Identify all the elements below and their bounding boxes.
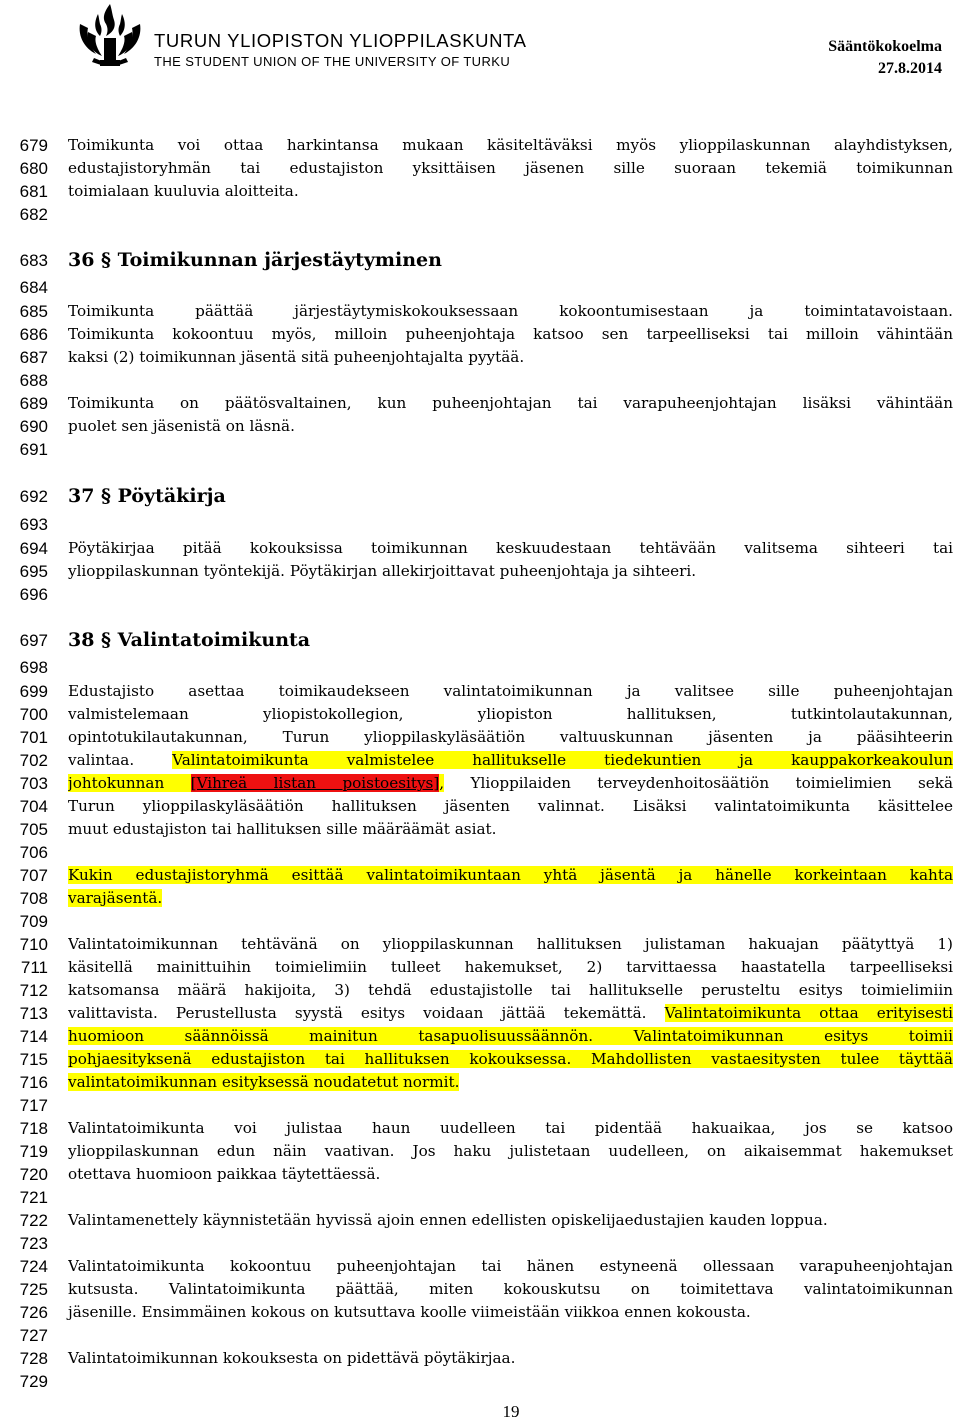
line-number: 723 [19, 1234, 48, 1253]
text-line [68, 1071, 953, 1094]
text-line: Valintatoimikunnan kokouksesta on pidettävä pöytäkirjaa. [68, 1349, 516, 1367]
line-number: 694 [19, 539, 48, 558]
text-line [68, 1025, 953, 1048]
line-number: 702 [19, 751, 48, 770]
line-number: 690 [19, 417, 48, 436]
line-number: 719 [19, 1142, 48, 1161]
text-line: Edustajisto asettaa toimikaudekseen valintatoimikunnan ja valitsee sille puheenjohtajan [68, 682, 953, 700]
text-line: otettava huomioon paikkaa täytettäessä. [68, 1165, 381, 1183]
line-number: 717 [19, 1096, 48, 1115]
line-number: 686 [19, 325, 48, 344]
document-title: Sääntökokoelma [828, 38, 942, 55]
line-number: 703 [19, 774, 48, 793]
line-number: 711 [20, 958, 48, 977]
highlighted-text: Valintatoimikunta valmistelee hallitukselle tiedekuntien ja kauppakorkeakoulun [172, 751, 953, 769]
torch-crown-emblem-icon [74, 2, 146, 70]
line-number: 709 [19, 912, 48, 931]
text-line: toimialaan kuuluvia aloitteita. [68, 182, 299, 200]
line-number: 724 [19, 1257, 48, 1276]
line-number: 695 [19, 562, 48, 581]
text-line: valmistelemaan yliopistokollegion, yliopiston hallituksen, tutkintolautakunnan, [68, 705, 953, 723]
line-number: 705 [19, 820, 48, 839]
text-line: ylioppilaskunnan edun näin vaativan. Jos haku julistetaan uudelleen, on aikaisemmat hakemukset [68, 1142, 953, 1160]
text-line [68, 1048, 953, 1071]
line-number: 693 [19, 515, 48, 534]
line-number: 691 [19, 440, 48, 459]
text-line: ylioppilaskunnan työntekijä. Pöytäkirjan allekirjoittavat puheenjohtaja ja sihteeri. [68, 562, 697, 580]
text-line [68, 887, 953, 910]
line-number: 679 [19, 136, 48, 155]
line-number: 722 [19, 1211, 48, 1230]
line-number: 729 [19, 1372, 48, 1391]
text-line: Toimikunta voi ottaa harkintansa mukaan käsiteltäväksi myös ylioppilaskunnan alayhdistyksen, [68, 136, 953, 154]
document-meta [828, 36, 942, 80]
text-line: Toimikunta kokoontuu myös, milloin puheenjohtaja katsoo sen tarpeelliseksi tai milloin vähintään [68, 325, 953, 343]
highlighted-text: Kukin edustajistoryhmä esittää valintatoimikuntaan yhtä jäsentä ja hänelle korkeintaan kahta [68, 866, 953, 884]
line-number: 680 [19, 159, 48, 178]
line-number: 681 [19, 182, 48, 201]
page-header [0, 0, 960, 82]
text-line [68, 772, 953, 795]
text-line [68, 1002, 953, 1025]
org-name-fi: TURUN YLIOPISTON YLIOPPILASKUNTA [154, 30, 527, 51]
text-line: Pöytäkirjaa pitää kokouksissa toimikunnan keskuudestaan tehtävään valitsema sihteeri tai [68, 539, 953, 557]
line-number: 727 [19, 1326, 48, 1345]
line-number: 685 [19, 302, 48, 321]
text-line: kutsusta. Valintatoimikunta päättää, miten kokouskutsu on toimitettava valintatoimikunnan [68, 1280, 953, 1298]
section-heading-37: 37 § Pöytäkirja [68, 485, 226, 507]
line-number: 706 [19, 843, 48, 862]
line-number: 720 [19, 1165, 48, 1184]
text-line: edustajistoryhmän tai edustajiston yksittäisen jäsenen sille suoraan tekemiä toimikunnan [68, 159, 953, 177]
line-number: 718 [19, 1119, 48, 1138]
line-number: 713 [19, 1004, 48, 1023]
highlighted-text: , [439, 774, 445, 792]
line-number: 715 [19, 1050, 48, 1069]
text-line: Valintatoimikunnan tehtävänä on ylioppilaskunnan hallituksen julistaman hakuajan päätyttyä 1) [68, 935, 953, 953]
org-name-en: THE STUDENT UNION OF THE UNIVERSITY OF TURKU [154, 53, 511, 69]
line-number: 712 [19, 981, 48, 1000]
plain-text: Ylioppilaiden terveydenhoitosäätiön toimielimien sekä [444, 774, 953, 792]
text-line [68, 864, 953, 887]
text-line: jäsenille. Ensimmäinen kokous on kutsuttava koolle viimeistään viikkoa ennen kokousta. [68, 1303, 751, 1321]
line-number: 698 [19, 658, 48, 677]
text-line [68, 749, 953, 772]
highlighted-text: varajäsentä. [68, 889, 163, 907]
text-line: Turun ylioppilaskyläsäätiön hallituksen jäsenten valinnat. Lisäksi valintatoimikunta käsittelee [68, 797, 953, 815]
line-number: 728 [19, 1349, 48, 1368]
line-number: 692 [19, 487, 48, 506]
line-number: 708 [19, 889, 48, 908]
line-number: 721 [19, 1188, 48, 1207]
text-line: Valintamenettely käynnistetään hyvissä ajoin ennen edellisten opiskelijaedustajien kauden loppua. [68, 1211, 828, 1229]
highlighted-text: valintatoimikunnan esityksessä noudatetut normit. [68, 1073, 460, 1091]
highlighted-text: Valintatoimikunta ottaa erityisesti [664, 1004, 953, 1022]
red-highlighted-text: [Vihreä listan poistoesitys] [190, 774, 440, 792]
plain-text: valittavista. Perustellusta syystä esitys voidaan jättää tekemättä. [68, 1004, 665, 1022]
text-line: Toimikunta on päätösvaltainen, kun puheenjohtajan tai varapuheenjohtajan lisäksi vähintään [68, 394, 953, 412]
text-line: muut edustajiston tai hallituksen sille määräämät asiat. [68, 820, 497, 838]
text-line: puolet sen jäsenistä on läsnä. [68, 417, 295, 435]
line-number: 683 [19, 251, 48, 270]
text-line: Toimikunta päättää järjestäytymiskokouksessaan kokoontumisestaan ja toimintatavoistaan. [68, 302, 953, 320]
highlighted-text: pohjaesityksenä edustajiston tai hallituksen kokouksessa. Mahdollisten vastaesitysten tulee täyttää [68, 1050, 953, 1068]
line-number: 710 [19, 935, 48, 954]
line-number: 688 [19, 371, 48, 390]
highlighted-text: huomioon säännöissä mainitun tasapuolisuussäännön. Valintatoimikunnan esitys toimii [68, 1027, 953, 1045]
line-number: 716 [19, 1073, 48, 1092]
line-number: 696 [19, 585, 48, 604]
text-line: käsitellä mainittuihin toimielimiin tulleet hakemukset, 2) tarvittaessa haastatella tarpeelliseksi [68, 958, 953, 976]
section-heading-38: 38 § Valintatoimikunta [68, 629, 311, 651]
plain-text: valintaa. [68, 751, 173, 769]
line-number: 684 [19, 278, 48, 297]
line-number: 704 [19, 797, 48, 816]
document-date: 27.8.2014 [878, 60, 942, 77]
line-number: 687 [19, 348, 48, 367]
line-number: 714 [19, 1027, 48, 1046]
organization-name [154, 32, 527, 68]
line-number: 682 [19, 205, 48, 224]
section-heading-36: 36 § Toimikunnan järjestäytyminen [68, 249, 442, 271]
line-number: 689 [19, 394, 48, 413]
line-number: 726 [19, 1303, 48, 1322]
text-line: kaksi (2) toimikunnan jäsentä sitä puheenjohtajalta pyytää. [68, 348, 525, 366]
line-number: 707 [19, 866, 48, 885]
line-number: 701 [19, 728, 48, 747]
text-line: Valintatoimikunta kokoontuu puheenjohtajan tai hänen estyneenä ollessaan varapuheenjohtajan [68, 1257, 953, 1275]
page-number: 19 [502, 1402, 520, 1421]
highlighted-text: johtokunnan [68, 774, 191, 792]
line-number: 700 [19, 705, 48, 724]
text-line: katsomansa määrä hakijoita, 3) tehdä edustajistolle tai hallitukselle perusteltu esitys toimielimiin [68, 981, 953, 999]
text-line: opintotukilautakunnan, Turun ylioppilaskyläsäätiön valtuuskunnan jäsenten ja pääsihteerin [68, 728, 953, 746]
text-line: Valintatoimikunta voi julistaa haun uudelleen tai pidentää hakuaikaa, jos se katsoo [68, 1119, 953, 1137]
line-number: 699 [19, 682, 48, 701]
line-number: 697 [19, 631, 48, 650]
line-number: 725 [19, 1280, 48, 1299]
